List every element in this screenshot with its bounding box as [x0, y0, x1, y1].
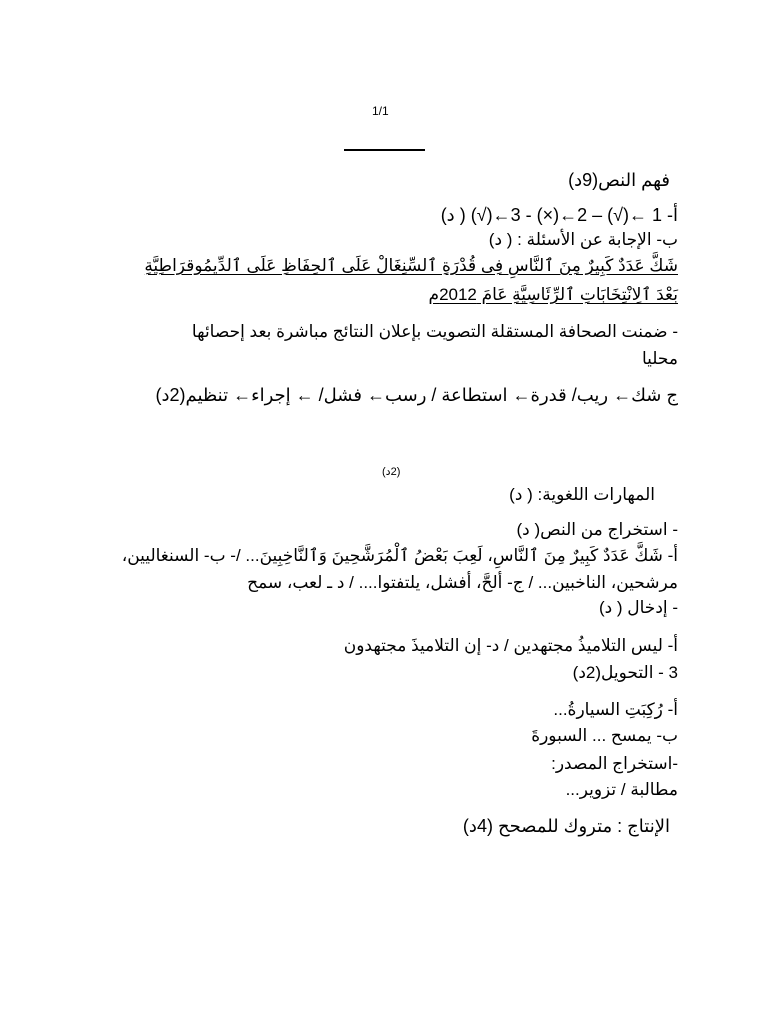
comprehension-line-b: ب- الإجابة عن الأسئلة : ( د) — [488, 230, 678, 249]
language-score-note: (2د) — [382, 466, 401, 478]
comprehension-line-a: أ- 1 ←(√) – 2←(×) - 3←(√) ( د) — [440, 205, 678, 225]
masdar-line: مطالبة / تزوير... — [565, 780, 678, 799]
extract-title: - استخراج من النص( د) — [516, 520, 678, 539]
extract-line-2: مرشحين، الناخبين... / ج- ألحَّ، أفشل، يلتفتوا.... / د ـ لعب، سمح — [247, 573, 678, 592]
quote-line-2: بَعْدَ ٱلِانْتِخَابَاتِ ٱلرِّئَاسِيَّةِ عَامَ 2012م — [428, 285, 678, 304]
extract-line-1: أ- شَكَّ عَدَدٌ كَبِيرٌ مِنَ ٱلنَّاسِ، لَعِبَ بَعْضُ ٱلْمُرَشَّحِينَ وَٱلنَّاخِبِينَ... /- ب- السنغاليين، — [121, 546, 678, 565]
bullet-line-1: - ضمنت الصحافة المستقلة التصويت بإعلان النتائج مباشرة بعد إحصائها — [191, 322, 678, 341]
transform-b: ب- يمسح ... السبورةَ — [531, 726, 678, 745]
header-rule — [344, 149, 425, 151]
masdar-title: -استخراج المصدر: — [551, 754, 678, 773]
comprehension-title: فهم النص(9د) — [568, 170, 670, 190]
production-line: الإنتاج : متروك للمصحح (4د) — [462, 816, 670, 836]
page-number: 1/1 — [372, 104, 389, 118]
comprehension-line-c: ج شك← ريب/ قدرة← استطاعة / رسب← فشل/ ← إجراء← تنظيم(2د) — [155, 385, 678, 405]
insert-line: أ- ليس التلاميذُ مجتهدين / د- إن التلاميذَ مجتهدون — [343, 636, 678, 655]
bullet-line-2: محليا — [641, 349, 678, 368]
transform-title: 3 - التحويل(2د) — [572, 663, 678, 682]
language-title: المهارات اللغوية: ( د) — [509, 485, 655, 504]
quote-line-1: شَكَّ عَدَدٌ كَبِيرٌ مِنَ ٱلنَّاسِ فِى قُدْرَةِ ٱلسِّنِغَالْ عَلَى ٱلحِفَاظِ عَلَى ٱلدِّيمُوقرَاطِيَّةِ — [144, 256, 678, 275]
transform-a: أ- رُكِبَتِ السيارةُ... — [553, 700, 678, 719]
insert-title: - إدخال ( د) — [598, 598, 678, 617]
